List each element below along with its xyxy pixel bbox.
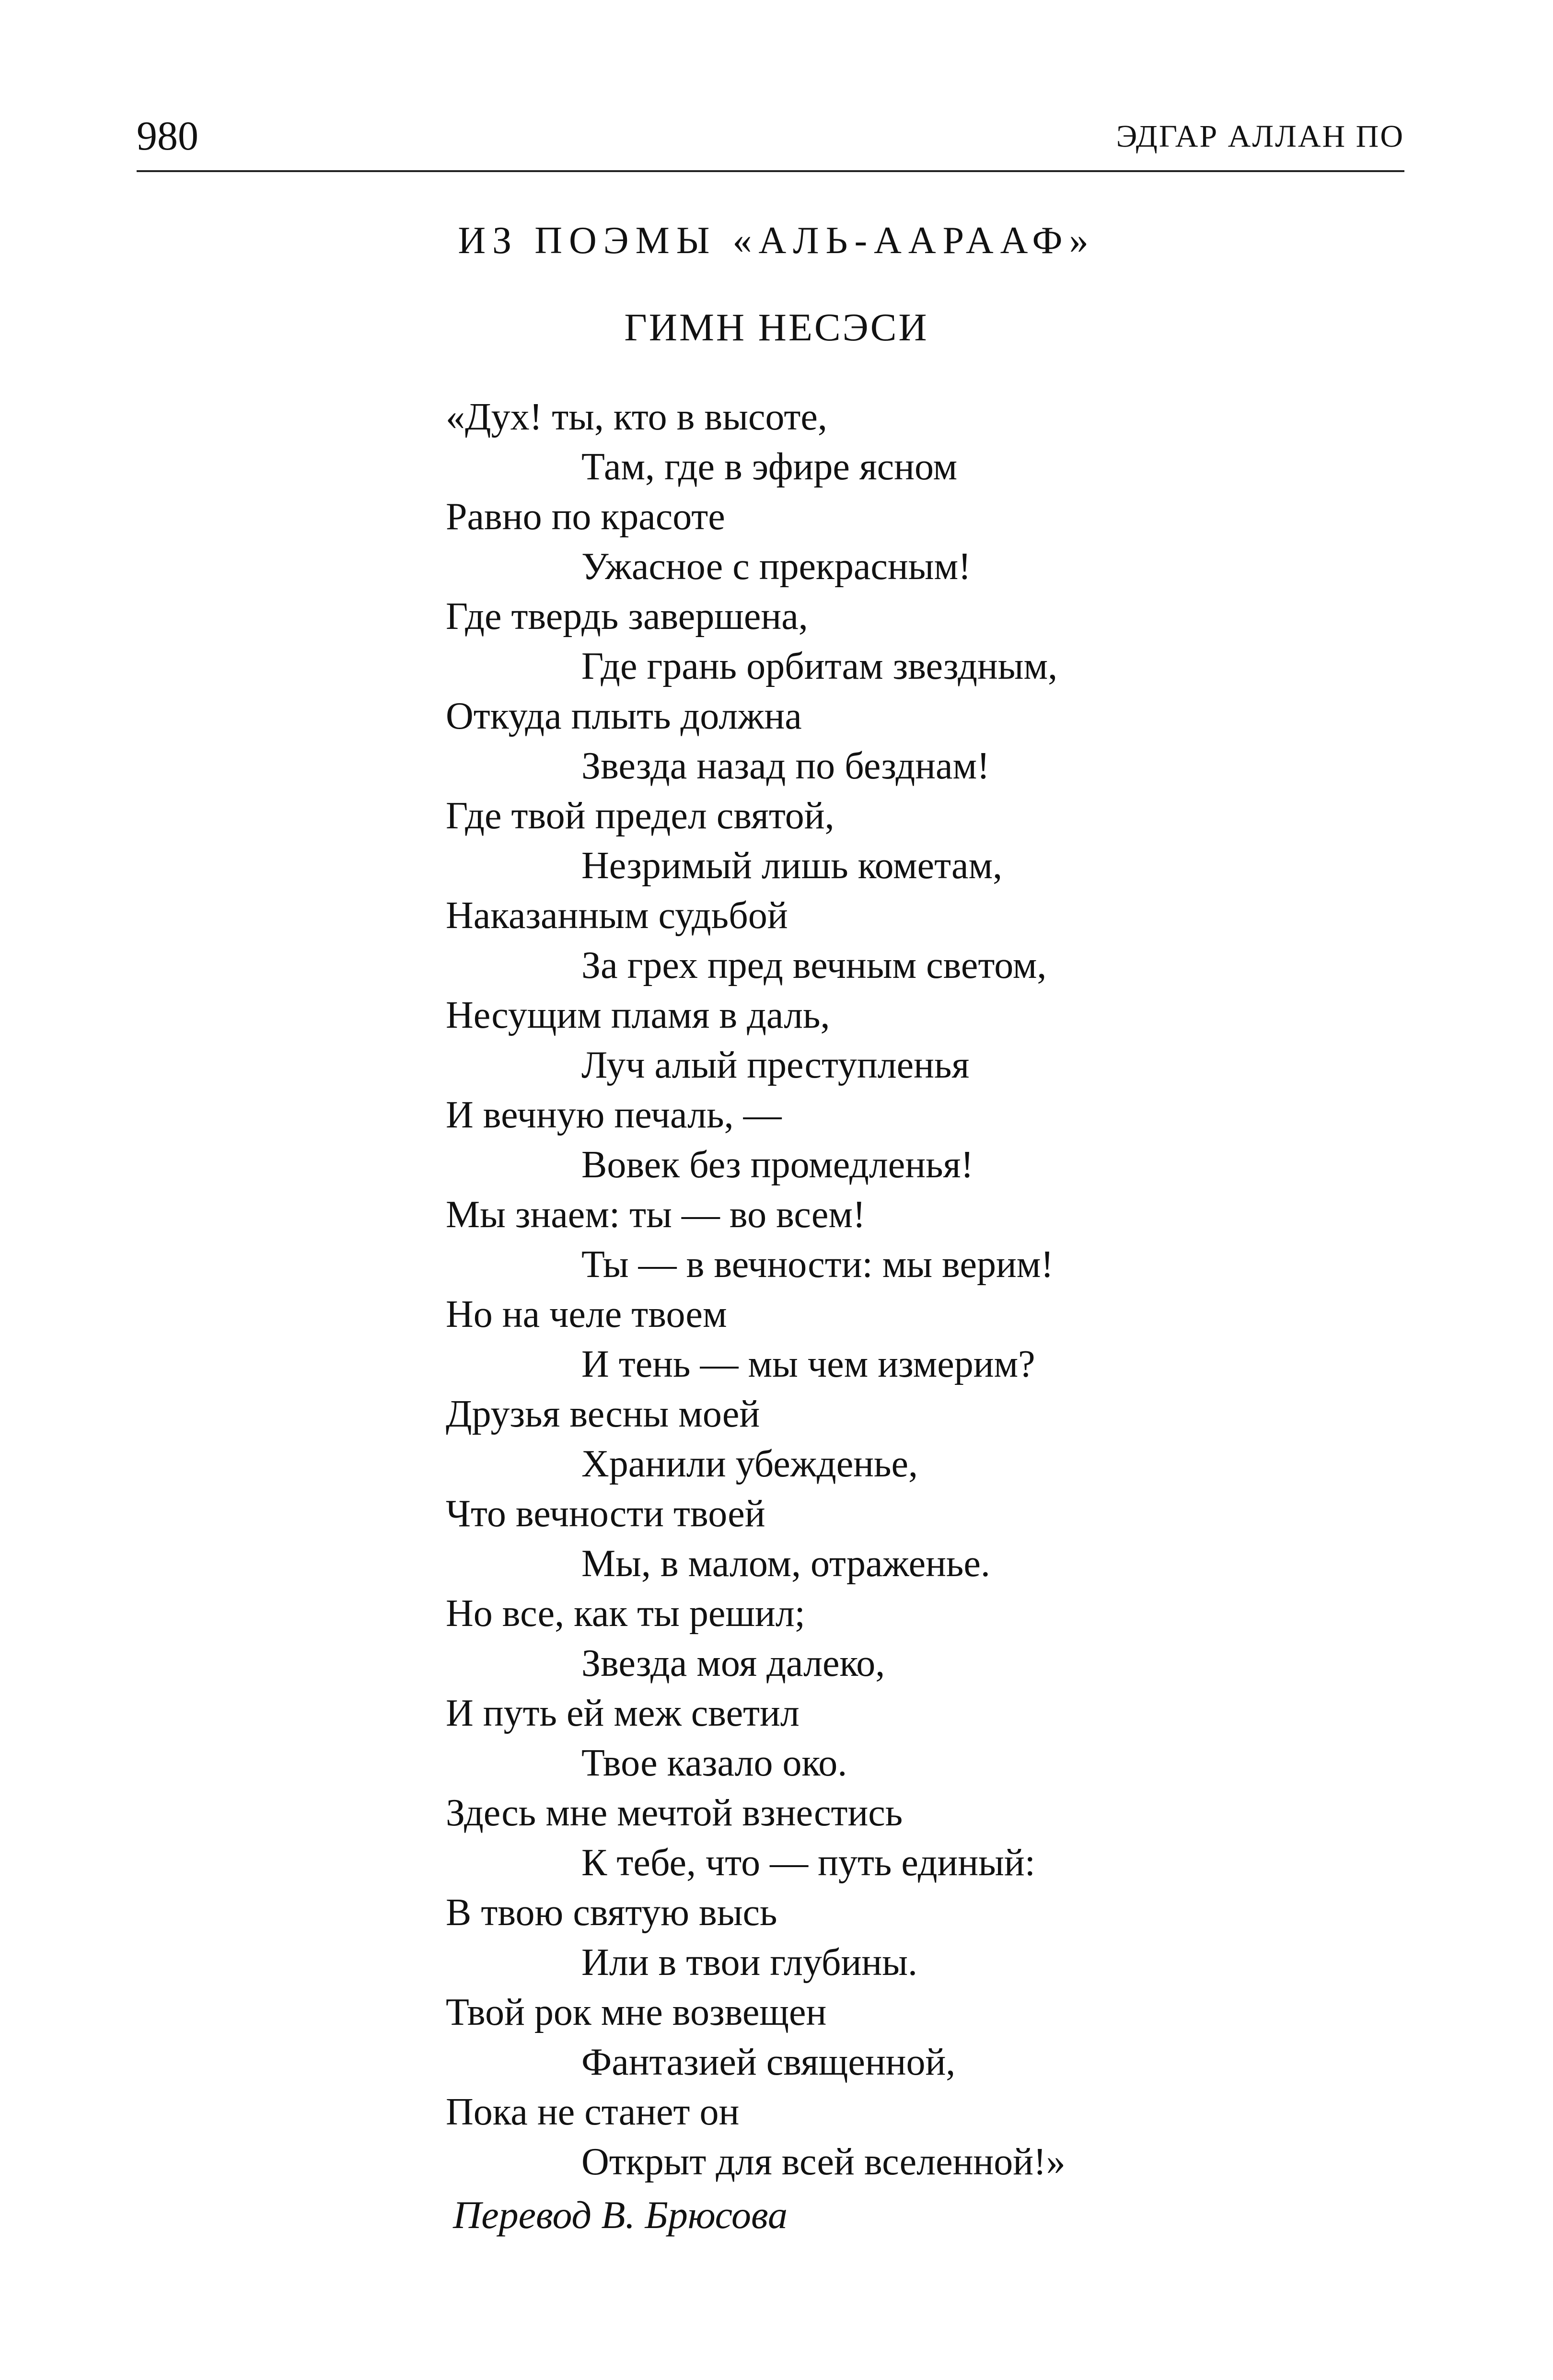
- verse-line: Несущим пламя в даль,: [446, 994, 830, 1036]
- verse-line: Где твой предел святой,: [446, 795, 834, 837]
- verse-line: Ужасное с прекрасным!: [581, 546, 971, 588]
- verse-line: Хранили убежденье,: [581, 1443, 918, 1485]
- verse-line: Вовек без промедленья!: [581, 1144, 974, 1186]
- verse-line: Где грань орбитам звездным,: [581, 645, 1058, 687]
- verse-line: Незримый лишь кометам,: [581, 845, 1003, 887]
- verse-line: Равно по красоте: [446, 496, 725, 538]
- verse-line: И тень — мы чем измерим?: [581, 1343, 1035, 1385]
- verse-line: Твой рок мне возвещен: [446, 1991, 827, 2033]
- verse-line: И вечную печаль, —: [446, 1094, 782, 1136]
- verse-line: Здесь мне мечтой взнестись: [446, 1792, 903, 1834]
- verse-line: Твое казало око.: [581, 1742, 847, 1784]
- verse-line: И путь ей меж светил: [446, 1692, 800, 1734]
- page-number: 980: [137, 113, 198, 159]
- verse-line: Что вечности твоей: [446, 1493, 765, 1535]
- verse-line: Луч алый преступленья: [581, 1044, 970, 1086]
- verse-line: За грех пред вечным светом,: [581, 944, 1047, 987]
- verse-line: Фантазией священной,: [581, 2041, 956, 2083]
- verse-line: Звезда назад по безднам!: [581, 745, 990, 787]
- verse-line: Открыт для всей вселенной!»: [581, 2141, 1066, 2183]
- verse-line: Откуда плыть должна: [446, 695, 802, 737]
- stanza: [446, 392, 1066, 2187]
- verse-line: Где твердь завершена,: [446, 595, 808, 638]
- verse-line: Друзья весны моей: [446, 1393, 760, 1435]
- translator-credit: Перевод В. Брюсова: [453, 2193, 788, 2237]
- poem-subtitle: ГИМН НЕСЭСИ: [624, 305, 929, 349]
- verse-line: Звезда моя далеко,: [581, 1642, 885, 1684]
- verse-line: Или в твои глубины.: [581, 1941, 917, 1984]
- verse-line: «Дух! ты, кто в высоте,: [446, 396, 827, 438]
- verse-line: Но все, как ты решил;: [446, 1592, 805, 1635]
- verse-line: Ты — в вечности: мы верим!: [581, 1243, 1054, 1286]
- verse-line: Мы знаем: ты — во всем!: [446, 1194, 866, 1236]
- verse-line: Наказанным судьбой: [446, 894, 788, 937]
- verse-line: Там, где в эфире ясном: [581, 446, 958, 488]
- verse-line: Пока не станет он: [446, 2091, 740, 2133]
- verse-line: К тебе, что — путь единый:: [581, 1842, 1035, 1884]
- verse-line: В твою святую высь: [446, 1892, 777, 1934]
- verse-line: Но на челе твоем: [446, 1293, 727, 1335]
- header-rule: [137, 170, 1404, 172]
- running-head: ЭДГАР АЛЛАН ПО: [1116, 119, 1404, 154]
- poem-title: ИЗ ПОЭМЫ «АЛЬ-ААРААФ»: [458, 220, 1095, 262]
- verse-line: Мы, в малом, отраженье.: [581, 1543, 990, 1585]
